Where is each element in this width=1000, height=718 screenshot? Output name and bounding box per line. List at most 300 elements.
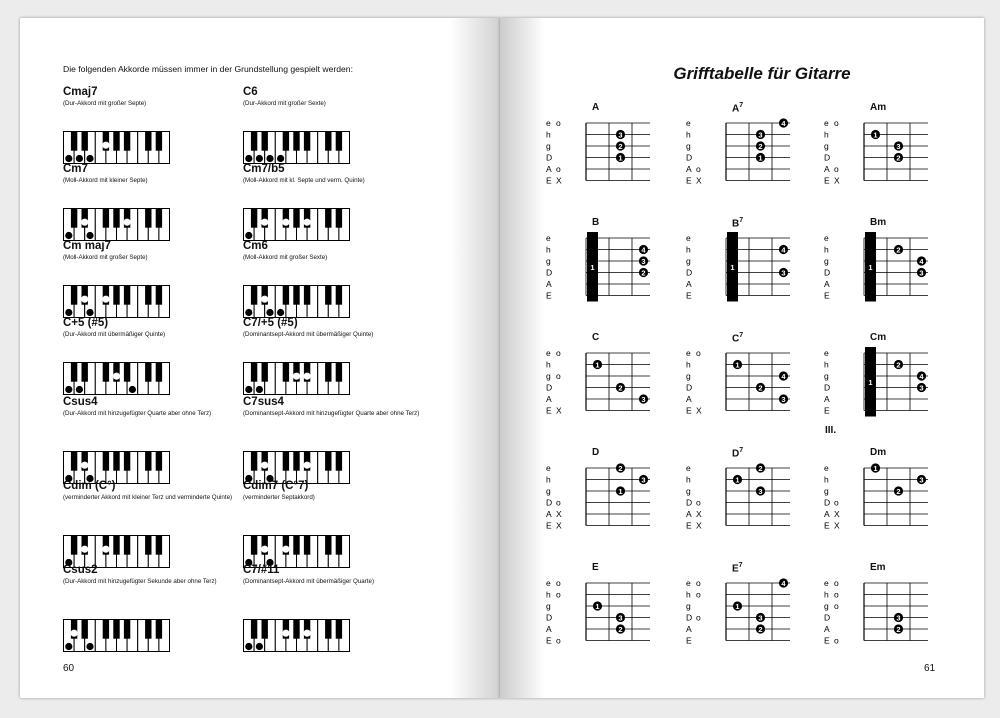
key-marker	[87, 232, 94, 239]
string-name: E	[824, 520, 830, 531]
string-name: g	[546, 601, 551, 611]
finger-marker	[917, 475, 926, 484]
black-key	[124, 363, 130, 382]
string-name: A	[824, 164, 830, 174]
open-string-mark: o	[556, 371, 561, 381]
black-key	[293, 536, 299, 555]
key-marker	[76, 155, 83, 162]
svg-text:2: 2	[758, 463, 763, 473]
open-string-mark: o	[696, 348, 701, 358]
finger-marker	[756, 624, 765, 633]
fretboard	[540, 102, 650, 197]
finger-marker	[639, 394, 648, 403]
open-string-mark: o	[696, 497, 701, 508]
guitar-chord-name: Bm	[870, 217, 887, 228]
string-name: g	[686, 601, 691, 611]
svg-text:1: 1	[730, 262, 735, 272]
black-key	[325, 536, 331, 555]
finger-marker	[779, 394, 788, 403]
string-name: A	[824, 279, 830, 289]
svg-text:3: 3	[641, 475, 646, 485]
finger-marker	[917, 371, 926, 380]
page-title: Grifftabelle für Gitarre	[673, 64, 851, 83]
black-key	[124, 536, 130, 555]
string-name: A	[546, 279, 552, 289]
piano-keyboard	[243, 208, 351, 242]
chord-name: Cm6	[243, 240, 268, 252]
finger-marker	[616, 486, 625, 495]
black-key	[293, 132, 299, 151]
finger-marker	[616, 153, 625, 162]
guitar-chord	[818, 332, 928, 427]
finger-marker	[616, 613, 625, 622]
key-marker	[129, 386, 136, 393]
piano-chord	[243, 564, 423, 587]
black-key	[71, 286, 77, 305]
string-name: E	[824, 175, 830, 186]
finger-marker	[639, 475, 648, 484]
key-marker	[277, 155, 284, 162]
string-name: g	[546, 486, 551, 496]
black-key	[156, 209, 162, 228]
string-name: E	[546, 175, 552, 186]
finger-marker	[779, 578, 788, 587]
guitar-chord	[540, 217, 650, 312]
svg-text:2: 2	[896, 153, 901, 163]
black-key	[262, 363, 268, 382]
finger-marker	[894, 141, 903, 150]
key-marker	[246, 309, 253, 316]
svg-text:1: 1	[873, 463, 878, 473]
key-marker	[261, 296, 268, 303]
key-marker	[124, 219, 131, 226]
string-name: e	[824, 233, 829, 243]
black-key	[145, 536, 151, 555]
string-name: D	[824, 612, 831, 623]
key-marker	[81, 296, 88, 303]
muted-string-mark: X	[696, 509, 702, 519]
guitar-chord-name: $A^7$	[732, 102, 744, 115]
string-name: e	[686, 463, 691, 473]
black-key	[262, 132, 268, 151]
black-key	[325, 132, 331, 151]
svg-text:3: 3	[781, 394, 786, 404]
string-name: A	[686, 164, 692, 174]
chord-name: Csus4	[63, 396, 98, 408]
black-key	[156, 536, 162, 555]
svg-text:1: 1	[595, 601, 600, 611]
finger-marker	[871, 463, 880, 472]
string-name: e	[546, 348, 551, 358]
string-name: h	[824, 129, 829, 140]
piano-chord	[63, 163, 243, 186]
string-name: E	[546, 405, 552, 416]
black-key	[113, 132, 119, 151]
svg-text:4: 4	[919, 256, 924, 266]
key-marker	[113, 373, 120, 380]
string-name: D	[546, 497, 553, 508]
fretboard	[540, 332, 650, 427]
guitar-chord	[680, 562, 790, 657]
string-name: D	[824, 267, 831, 278]
svg-text:1: 1	[618, 153, 623, 163]
fretboard	[680, 447, 790, 542]
chord-name: Csus2	[63, 564, 98, 576]
key-marker	[66, 309, 73, 316]
svg-text:3: 3	[919, 383, 924, 393]
string-name: e	[686, 348, 691, 358]
key-marker	[66, 232, 73, 239]
svg-text:2: 2	[618, 141, 623, 151]
left-page	[20, 18, 500, 698]
chord-name: Cm7/b5	[243, 163, 285, 175]
fretboard	[540, 447, 650, 542]
guitar-chord-name: Em	[870, 562, 886, 573]
string-name: E	[686, 405, 692, 416]
page-number-left: 60	[63, 663, 75, 674]
fretboard	[680, 217, 790, 312]
open-string-mark: o	[696, 164, 701, 174]
guitar-chord-name: Cm	[870, 332, 887, 343]
black-key	[304, 286, 310, 305]
muted-string-mark: X	[696, 175, 702, 186]
muted-string-mark: X	[696, 520, 702, 531]
chord-description: (Dur-Akkord mit übermäßiger Quinte)	[63, 331, 166, 338]
svg-text:2: 2	[618, 624, 623, 634]
black-key	[71, 363, 77, 382]
string-name: g	[686, 371, 691, 381]
string-name: e	[546, 463, 551, 473]
piano-chord	[243, 240, 423, 263]
finger-marker	[733, 601, 742, 610]
black-key	[283, 286, 289, 305]
guitar-chord-name: $E^7$	[732, 562, 743, 575]
fretboard	[818, 102, 928, 197]
key-marker	[87, 155, 94, 162]
open-string-mark: o	[556, 589, 561, 600]
chord-name: Cmaj7	[63, 86, 98, 98]
piano-chord	[243, 86, 423, 109]
string-name: D	[824, 382, 831, 393]
fretboard	[818, 332, 928, 427]
key-marker	[277, 309, 284, 316]
piano-keyboard	[243, 362, 351, 396]
string-name: D	[546, 382, 553, 393]
key-marker	[103, 296, 110, 303]
black-key	[113, 286, 119, 305]
finger-marker	[756, 153, 765, 162]
chord-name: C7/+5 (#5)	[243, 317, 298, 329]
svg-text:3: 3	[758, 486, 763, 496]
black-key	[336, 620, 342, 639]
finger-marker	[756, 463, 765, 472]
finger-marker	[756, 486, 765, 495]
open-string-mark: o	[556, 635, 561, 646]
string-name: D	[686, 612, 693, 623]
svg-text:3: 3	[896, 613, 901, 623]
black-key	[82, 620, 88, 639]
finger-marker	[639, 256, 648, 265]
key-marker	[246, 232, 253, 239]
piano-chord	[63, 317, 243, 340]
piano-chord	[243, 396, 423, 419]
chord-name: C7sus4	[243, 396, 284, 408]
piano-chord	[243, 317, 423, 340]
string-name: E	[686, 290, 692, 301]
string-name: A	[686, 624, 692, 634]
key-marker	[103, 546, 110, 553]
guitar-chord	[818, 102, 928, 197]
string-name: D	[546, 612, 553, 623]
finger-marker	[894, 624, 903, 633]
key-marker	[76, 386, 83, 393]
piano-keyboard	[243, 619, 351, 653]
string-name: h	[686, 589, 691, 600]
key-marker	[283, 546, 290, 553]
black-key	[156, 286, 162, 305]
black-key	[293, 286, 299, 305]
string-name: A	[686, 394, 692, 404]
finger-marker	[593, 601, 602, 610]
key-marker	[283, 219, 290, 226]
black-key	[145, 452, 151, 471]
key-marker	[293, 373, 300, 380]
black-key	[82, 363, 88, 382]
svg-text:2: 2	[896, 360, 901, 370]
svg-text:1: 1	[595, 360, 600, 370]
string-name: D	[546, 267, 553, 278]
black-key	[283, 363, 289, 382]
svg-text:1: 1	[735, 601, 740, 611]
string-name: h	[686, 244, 691, 255]
finger-marker	[639, 268, 648, 277]
string-name: h	[546, 474, 551, 485]
black-key	[262, 620, 268, 639]
black-key	[251, 286, 257, 305]
key-marker	[246, 155, 253, 162]
svg-text:1: 1	[590, 262, 595, 272]
finger-marker	[917, 268, 926, 277]
chord-name: Cdim (C°)	[63, 480, 116, 492]
string-name: e	[686, 578, 691, 588]
string-name: E	[546, 290, 552, 301]
chord-description: (Dur-Akkord mit großer Septe)	[63, 100, 147, 107]
string-name: A	[686, 279, 692, 289]
svg-text:2: 2	[896, 486, 901, 496]
chord-description: (Dur-Akkord mit hinzugefügter Quarte aber ohne Terz)	[63, 410, 212, 417]
string-name: g	[546, 256, 551, 266]
fretboard	[818, 562, 928, 657]
guitar-chord-name: $B^7$	[732, 217, 744, 230]
string-name: e	[686, 233, 691, 243]
key-marker	[261, 462, 268, 469]
string-name: g	[824, 256, 829, 266]
muted-string-mark: X	[556, 509, 562, 519]
chord-description: (Moll-Akkord mit großer Sexte)	[243, 254, 328, 261]
svg-text:3: 3	[919, 268, 924, 278]
string-name: E	[824, 405, 830, 416]
key-marker	[246, 386, 253, 393]
finger-marker	[894, 360, 903, 369]
string-name: E	[546, 635, 552, 646]
svg-text:1: 1	[735, 475, 740, 485]
guitar-chord	[818, 447, 928, 542]
black-key	[156, 452, 162, 471]
open-string-mark: o	[834, 589, 839, 600]
svg-text:1: 1	[758, 153, 763, 163]
chord-description: (verminderter Septakkord)	[243, 494, 315, 501]
svg-text:2: 2	[758, 383, 763, 393]
key-marker	[81, 462, 88, 469]
black-key	[251, 536, 257, 555]
fretboard	[540, 217, 650, 312]
string-name: g	[824, 601, 829, 611]
piano-chord	[243, 480, 423, 503]
finger-marker	[593, 360, 602, 369]
finger-marker	[756, 141, 765, 150]
muted-string-mark: X	[834, 175, 840, 186]
open-string-mark: o	[834, 578, 839, 588]
key-marker	[304, 630, 311, 637]
chord-name: Cm7	[63, 163, 88, 175]
black-key	[113, 620, 119, 639]
key-marker	[304, 462, 311, 469]
key-marker	[256, 643, 263, 650]
muted-string-mark: X	[556, 175, 562, 186]
intro-text: Die folgenden Akkorde müssen immer in der Grundstellung gespielt werden:	[63, 64, 353, 74]
svg-text:3: 3	[781, 268, 786, 278]
open-string-mark: o	[696, 589, 701, 600]
finger-marker	[779, 268, 788, 277]
open-string-mark: o	[834, 601, 839, 611]
guitar-chord-name: $D^7$	[732, 447, 744, 460]
open-string-mark: o	[834, 497, 839, 508]
string-name: D	[686, 152, 693, 163]
key-marker	[256, 386, 263, 393]
black-key	[304, 132, 310, 151]
guitar-chord-name: C	[592, 332, 600, 343]
black-key	[251, 452, 257, 471]
piano-keyboard	[63, 208, 171, 242]
open-string-mark: o	[834, 635, 839, 646]
svg-text:2: 2	[758, 624, 763, 634]
guitar-chord	[818, 217, 928, 312]
key-marker	[66, 386, 73, 393]
svg-text:4: 4	[781, 371, 786, 381]
finger-marker	[616, 130, 625, 139]
string-name: h	[546, 244, 551, 255]
guitar-chord	[818, 562, 928, 657]
open-string-mark: o	[834, 164, 839, 174]
key-marker	[304, 373, 311, 380]
black-key	[336, 363, 342, 382]
fret-position-label: III.	[825, 425, 837, 436]
svg-text:4: 4	[919, 371, 924, 381]
string-name: g	[686, 141, 691, 151]
string-name: h	[824, 244, 829, 255]
key-marker	[81, 546, 88, 553]
key-marker	[256, 155, 263, 162]
piano-chord	[63, 240, 243, 263]
finger-marker	[871, 130, 880, 139]
finger-marker	[779, 245, 788, 254]
key-marker	[87, 309, 94, 316]
black-key	[113, 536, 119, 555]
string-name: g	[824, 371, 829, 381]
black-key	[325, 363, 331, 382]
svg-text:4: 4	[641, 245, 646, 255]
string-name: g	[686, 486, 691, 496]
black-key	[124, 452, 130, 471]
finger-marker	[756, 130, 765, 139]
chord-name: C7/#11	[243, 564, 280, 576]
string-name: E	[546, 520, 552, 531]
muted-string-mark: X	[834, 509, 840, 519]
finger-marker	[616, 463, 625, 472]
string-name: e	[824, 348, 829, 358]
guitar-chord	[540, 332, 650, 427]
piano-keyboard	[63, 619, 171, 653]
string-name: E	[686, 175, 692, 186]
guitar-chord	[540, 447, 650, 542]
black-key	[124, 286, 130, 305]
key-marker	[87, 643, 94, 650]
guitar-chord-name: A	[592, 102, 600, 113]
finger-marker	[917, 383, 926, 392]
string-name: g	[824, 141, 829, 151]
black-key	[103, 620, 109, 639]
svg-text:4: 4	[781, 578, 786, 588]
string-name: E	[824, 290, 830, 301]
finger-marker	[894, 245, 903, 254]
black-key	[325, 209, 331, 228]
string-name: g	[686, 256, 691, 266]
chord-description: (Dur-Akkord mit großer Sexte)	[243, 100, 326, 107]
string-name: h	[686, 129, 691, 140]
svg-text:2: 2	[618, 383, 623, 393]
black-key	[124, 132, 130, 151]
key-marker	[283, 630, 290, 637]
string-name: A	[824, 509, 830, 519]
black-key	[103, 452, 109, 471]
black-key	[304, 536, 310, 555]
string-name: h	[686, 359, 691, 370]
black-key	[145, 620, 151, 639]
open-string-mark: o	[834, 118, 839, 128]
svg-text:3: 3	[641, 394, 646, 404]
muted-string-mark: X	[556, 405, 562, 416]
string-name: g	[824, 486, 829, 496]
finger-marker	[779, 118, 788, 127]
black-key	[145, 209, 151, 228]
finger-marker	[733, 475, 742, 484]
string-name: e	[546, 233, 551, 243]
black-key	[71, 209, 77, 228]
string-name: h	[546, 359, 551, 370]
svg-text:3: 3	[758, 613, 763, 623]
string-name: A	[824, 394, 830, 404]
open-string-mark: o	[696, 578, 701, 588]
guitar-chord	[680, 447, 790, 542]
string-name: D	[546, 152, 553, 163]
open-string-mark: o	[556, 348, 561, 358]
key-marker	[261, 219, 268, 226]
key-marker	[267, 309, 274, 316]
chord-description: (Dominantsept-Akkord mit übermäßiger Quinte)	[243, 331, 374, 338]
piano-chord	[63, 480, 243, 503]
finger-marker	[756, 383, 765, 392]
guitar-chord-name: $C^7$	[732, 332, 744, 345]
